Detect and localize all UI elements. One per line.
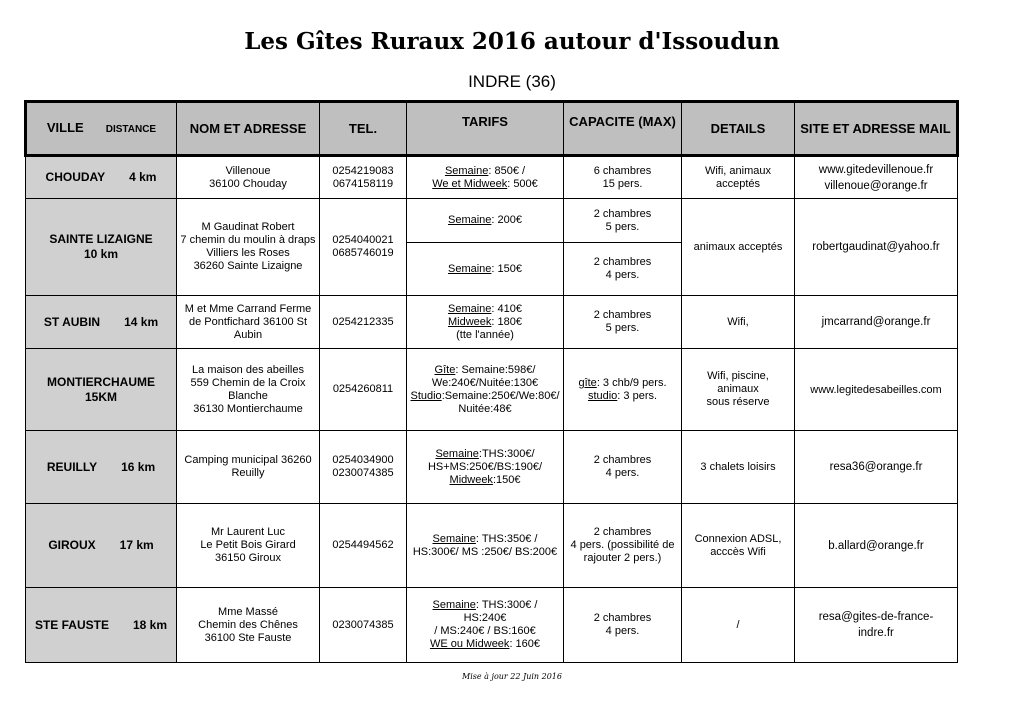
tarifs-cell	[407, 243, 564, 296]
nom-line: 36150 Giroux	[214, 552, 282, 564]
details-cell	[682, 588, 795, 663]
capacite-line: 4 pers. (possibilité de	[570, 539, 675, 551]
site-line: www.gitedevillenoue.fr	[818, 163, 934, 176]
nom-line: 36100 Chouday	[209, 177, 287, 190]
tarifs-label: Semaine	[447, 214, 492, 226]
tel-line: 0674158119	[332, 177, 394, 190]
capacite-line: gîte: 3 chb/9 pers.	[578, 376, 667, 389]
site-line: jmcarrand@orange.fr	[821, 316, 931, 328]
ville-cell	[26, 199, 177, 296]
nom-line: de Pontfichard 36100 St	[188, 315, 308, 328]
ville-distance: 16 km	[121, 459, 156, 474]
tel-cell	[320, 431, 407, 504]
update-footnote: Mise à jour 22 Juin 2016	[462, 672, 562, 681]
tarifs-line: Gîte: Semaine:598€/	[434, 363, 536, 376]
capacite-cell	[564, 504, 682, 588]
nom-line: 36130 Montierchaume	[193, 402, 303, 415]
header-tarifs: TARIFS	[407, 102, 564, 156]
details-cell	[682, 199, 795, 296]
tarifs-line: Semaine: 410€	[447, 302, 522, 315]
capacite-line: 5 pers.	[605, 220, 640, 233]
table-row	[26, 588, 958, 663]
tel-line: 0254219083	[332, 164, 394, 177]
site-cell	[795, 504, 958, 588]
capacite-line: 4 pers.	[605, 467, 640, 479]
ville-name: SAINTE LIZAIGNE	[49, 232, 153, 246]
site-cell	[795, 431, 958, 504]
tarifs-label: We et Midweek	[432, 177, 508, 190]
capacite-line: 2 chambres	[593, 309, 652, 321]
ville-cell	[26, 431, 177, 504]
tarifs-line: Semaine:THS:300€/	[435, 447, 535, 460]
page-title: Les Gîtes Ruraux 2016 autour d'Issoudun	[244, 28, 780, 55]
site-cell	[795, 349, 958, 431]
site-line: villenoue@orange.fr	[824, 179, 928, 192]
header-distance: DISTANCE	[105, 124, 157, 135]
nom-line: Aubin	[233, 328, 263, 341]
tarifs-line: We:240€/Nuitée:130€	[431, 376, 539, 389]
tarifs-line: HS+MS:250€/BS:190€/	[427, 460, 543, 473]
tel-cell	[320, 504, 407, 588]
nom-line: 36100 Ste Fauste	[204, 631, 292, 644]
site-line: b.allard@orange.fr	[828, 539, 924, 552]
details-cell	[682, 349, 795, 431]
ville-cell	[26, 504, 177, 588]
tarifs-line: Semaine: 200€	[447, 214, 522, 226]
ville-name: REUILLY	[46, 459, 98, 474]
tarifs-line: WE ou Midweek: 160€	[429, 638, 541, 650]
tarifs-label: Semaine	[447, 262, 492, 275]
nom-line: Mr Laurent Luc	[211, 526, 285, 538]
nom-line: 36260 Sainte Lizaigne	[193, 260, 303, 272]
capacite-cell	[564, 199, 682, 243]
nom-line: La maison des abeilles	[192, 363, 304, 376]
header-tel: TEL.	[320, 102, 407, 156]
capacite-cell	[564, 431, 682, 504]
capacite-line: 5 pers.	[605, 322, 640, 334]
capacite-line: 2 chambres	[593, 454, 652, 466]
capacite-line: 4 pers.	[605, 269, 640, 281]
nom-cell	[177, 199, 320, 296]
ville-cell	[26, 296, 177, 349]
capacite-line: rajouter 2 pers.)	[583, 552, 662, 564]
tarifs-cell	[407, 296, 564, 349]
tel-line: 0254260811	[332, 383, 394, 395]
tarifs-cell	[407, 588, 564, 663]
nom-line: Mme Massé	[218, 605, 278, 618]
tel-cell	[320, 156, 407, 199]
details-line: Connexion ADSL,	[694, 532, 782, 545]
nom-line: 7 chemin du moulin à draps	[180, 234, 316, 246]
nom-cell	[177, 296, 320, 349]
tel-cell	[320, 296, 407, 349]
tarifs-cell	[407, 156, 564, 199]
tel-line: 0230074385	[332, 467, 394, 479]
nom-line: Blanche	[228, 389, 268, 402]
tarifs-line: Semaine: THS:350€ /	[432, 532, 538, 545]
nom-line: Villiers les Roses	[206, 247, 290, 259]
tarifs-line: Midweek: 180€	[448, 315, 522, 328]
tarifs-line: Nuitée:48€	[458, 402, 512, 415]
nom-cell	[177, 156, 320, 199]
capacite-cell	[564, 243, 682, 296]
tarifs-line: Semaine: 150€	[447, 262, 522, 275]
ville-name: STE FAUSTE	[34, 617, 109, 632]
tarifs-label: Semaine	[444, 164, 489, 177]
ville-distance: 10 km	[83, 247, 119, 261]
site-line: resa@gites-de-france-	[818, 611, 934, 623]
details-line: sous réserve	[706, 396, 770, 408]
table-row	[26, 156, 958, 199]
details-line: /	[736, 618, 740, 631]
tarifs-label: Gîte	[434, 363, 456, 376]
ville-distance: 15KM	[84, 389, 117, 404]
site-line: www.legitedesabeilles.com	[810, 383, 942, 396]
tarifs-line: (tte l'année)	[456, 328, 514, 341]
tarifs-cell	[407, 349, 564, 431]
table-row	[26, 199, 958, 243]
ville-distance: 4 km	[129, 170, 157, 184]
details-line: Wifi,	[727, 315, 749, 328]
capacite-line: 2 chambres	[593, 256, 652, 268]
details-cell	[682, 296, 795, 349]
site-cell	[795, 156, 958, 199]
capacite-label: studio	[587, 389, 618, 402]
header-nom: NOM ET ADRESSE	[177, 102, 320, 156]
capacite-line: studio: 3 pers.	[587, 389, 658, 402]
capacite-cell	[564, 156, 682, 199]
capacite-line: 6 chambres	[593, 164, 652, 177]
details-cell	[682, 431, 795, 504]
ville-name: MONTIERCHAUME	[47, 374, 155, 389]
tarifs-cell	[407, 199, 564, 243]
details-cell	[682, 504, 795, 588]
tel-line: 0230074385	[332, 618, 394, 631]
ville-name: GIROUX	[48, 538, 96, 552]
capacite-cell	[564, 588, 682, 663]
table-row	[26, 296, 958, 349]
tel-cell	[320, 349, 407, 431]
tel-cell	[320, 199, 407, 296]
header-capacite: CAPACITE (MAX)	[564, 102, 682, 156]
tarifs-label: Semaine	[432, 599, 476, 611]
page-subtitle: INDRE (36)	[468, 72, 556, 91]
ville-cell	[26, 349, 177, 431]
tarifs-line: Semaine: THS:300€ / HS:240€	[432, 599, 538, 624]
tarifs-line: Midweek:150€	[449, 473, 521, 486]
ville-name: CHOUDAY	[45, 170, 106, 184]
tarifs-label: Semaine	[447, 302, 492, 315]
tarifs-line: HS:300€/ MS :250€/ BS:200€	[412, 545, 558, 558]
table-header-row	[26, 102, 958, 156]
details-line: 3 chalets loisirs	[700, 460, 776, 473]
ville-cell	[26, 156, 177, 199]
capacite-line: 4 pers.	[605, 625, 640, 637]
nom-cell	[177, 504, 320, 588]
site-cell	[795, 588, 958, 663]
tarifs-line: / MS:240€ / BS:160€	[434, 625, 536, 637]
tarifs-line: Studio:Semaine:250€/We:80€/	[410, 389, 560, 402]
ville-distance: 14 km	[124, 314, 159, 329]
table-row	[26, 431, 958, 504]
table-row	[26, 349, 958, 431]
capacite-line: 2 chambres	[593, 526, 652, 538]
tarifs-label: Semaine	[435, 447, 479, 460]
ville-distance: 18 km	[132, 617, 168, 632]
details-line: acceptés	[715, 177, 761, 190]
tel-cell	[320, 588, 407, 663]
nom-line: Camping municipal 36260	[184, 454, 312, 466]
tarifs-line: We et Midweek: 500€	[432, 177, 538, 190]
nom-line: Reuilly	[231, 467, 265, 479]
site-line: robertgaudinat@yahoo.fr	[812, 241, 940, 253]
table-row	[26, 504, 958, 588]
capacite-cell	[564, 296, 682, 349]
gites-table	[24, 100, 959, 663]
nom-cell	[177, 349, 320, 431]
site-line: resa36@orange.fr	[829, 461, 923, 473]
header-ville: VILLE DISTANCE	[26, 102, 177, 156]
nom-line: M et Mme Carrand Ferme	[184, 302, 312, 315]
details-cell	[682, 156, 795, 199]
tarifs-line: Semaine: 850€ /	[444, 164, 526, 177]
tarifs-label: Semaine	[432, 532, 476, 545]
capacite-line: 2 chambres	[593, 207, 652, 220]
tarifs-label: Midweek	[449, 473, 493, 486]
capacite-line: 2 chambres	[593, 612, 652, 624]
site-cell	[795, 296, 958, 349]
tarifs-label: Studio	[410, 389, 442, 402]
header-details: DETAILS	[682, 102, 795, 156]
nom-line: Villenoue	[225, 164, 271, 177]
details-line: Wifi, animaux	[704, 164, 772, 177]
nom-cell	[177, 431, 320, 504]
header-site: SITE ET ADRESSE MAIL	[795, 102, 958, 156]
tarifs-cell	[407, 504, 564, 588]
capacite-line: 15 pers.	[602, 177, 643, 190]
site-cell	[795, 199, 958, 296]
tel-line: 0254040021	[332, 234, 394, 246]
tel-line: 0254034900	[332, 454, 394, 466]
details-line: acccès Wifi	[710, 545, 766, 558]
capacite-cell	[564, 349, 682, 431]
nom-line: M Gaudinat Robert	[201, 221, 295, 233]
tarifs-label: WE ou Midweek	[429, 638, 510, 650]
nom-line: 559 Chemin de la Croix	[190, 376, 306, 389]
nom-line: Le Petit Bois Girard	[200, 539, 296, 551]
site-line: indre.fr	[858, 627, 894, 639]
ville-distance: 17 km	[119, 538, 154, 552]
tel-line: 0685746019	[332, 247, 394, 259]
nom-line: Chemin des Chênes	[198, 618, 298, 631]
nom-cell	[177, 588, 320, 663]
ville-cell	[26, 588, 177, 663]
capacite-label: gîte	[578, 376, 597, 389]
ville-name: ST AUBIN	[43, 314, 101, 329]
tarifs-label: Midweek	[448, 315, 492, 328]
details-line: animaux acceptés	[693, 240, 783, 253]
details-line: Wifi, piscine, animaux	[707, 370, 769, 395]
tel-line: 0254212335	[332, 315, 394, 328]
tarifs-cell	[407, 431, 564, 504]
tel-line: 0254494562	[332, 539, 394, 551]
